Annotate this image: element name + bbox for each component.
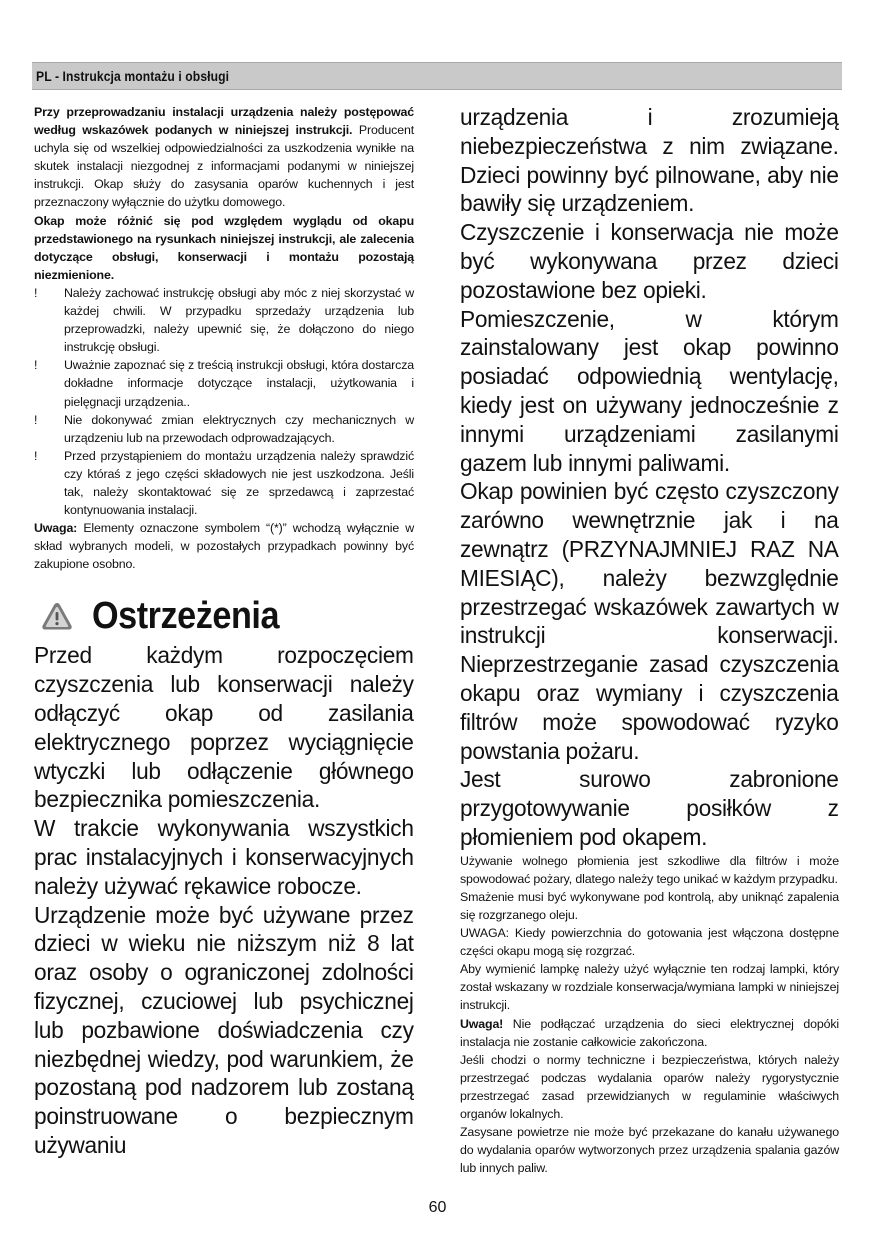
- uwaga-label: Uwaga:: [34, 521, 78, 536]
- warning-triangle-icon: [40, 600, 74, 632]
- page-number: 60: [428, 1199, 447, 1216]
- warning-item: [34, 284, 414, 356]
- warning-text: Przed przystąpieniem do montażu urządzenia należy sprawdzić czy któraś z jego części składowych nie jest uszkodzona. Jeśli tak, należy skontaktować się ze sprzedawcą i zaprzestać kontynuowania instalacji.: [64, 448, 414, 518]
- small-paragraph: Zasysane powietrze nie może być przekazane do kanału używanego do wydalania oparów wytworzonych przez urządzenia spalania gazów lub innych paliw.: [460, 1125, 839, 1176]
- warning-list: [34, 284, 414, 519]
- uwaga-label: Uwaga!: [460, 1016, 504, 1031]
- large-paragraph: Okap powinien być często czyszczony zarówno wewnętrznie jak i na zewnątrz (PRZYNAJMNIEJ RAZ NA MIESIĄC), należy bezwzględnie przestrzegać wskazówek zawartych w instrukcji konserwacji. Nieprzestrzeganie zasad czyszczenia okapu oraz wymiany i czyszczenia filtrów może spowodować ryzyko powstania pożaru.: [460, 478, 839, 764]
- exclamation-mark: !: [34, 358, 38, 373]
- uwaga-text: Elementy oznaczone symbolem “(*)” wchodzą wyłącznie w skład wybranych modeli, w pozostałych przypadkach powinny być zakupione osobno.: [34, 521, 414, 572]
- large-paragraph: Czyszczenie i konserwacja nie może być wykonywana przez dzieci pozostawione bez opieki.: [460, 219, 839, 303]
- warning-item: [34, 447, 414, 519]
- large-paragraph: Przed każdym rozpoczęciem czyszczenia lub konserwacji należy odłączyć okap od zasilania elektrycznego poprzez wyciągnięcie wtyczki lub odłączenie głównego bezpiecznika pomieszczenia.: [34, 642, 414, 813]
- intro-rest: Producent uchyla się od wszelkiej odpowiedzialności za uszkodzenia wynikłe na skutek instalacji niezgodnej z informacjami podanymi w niniejszej instrukcji. Okap służy do zasysania oparów kuchennych i jest przeznaczony wyłącznie do użytku domowego.: [34, 123, 414, 210]
- small-paragraph: Aby wymienić lampkę należy użyć wyłącznie ten rodzaj lampki, który został wskazany w rozdziale konserwacja/wymiana lampki w niniejszej instrukcji.: [460, 962, 839, 1013]
- warnings-heading: [34, 593, 414, 639]
- small-paragraph: UWAGA: Kiedy powierzchnia do gotowania jest włączona dostępne części okapu mogą się rozgrzać.: [460, 926, 839, 959]
- uwaga-connection-note: [460, 1015, 839, 1051]
- large-paragraph: W trakcie wykonywania wszystkich prac instalacyjnych i konserwacyjnych należy używać rękawice robocze.: [34, 815, 414, 899]
- warning-text: Należy zachować instrukcję obsługi aby móc z niej skorzystać w każdej chwili. W przypadku sprzedaży urządzenia lub przeprowadzki, należy upewnić się, że dołączono do niego instrukcję obsługi.: [64, 285, 414, 355]
- warning-item: [34, 356, 414, 410]
- left-column: [34, 103, 414, 1160]
- intro-bold-lead: Przy przeprowadzaniu instalacji urządzenia należy postępować według wskazówek podanych w niniejszej instrukcji.: [34, 105, 414, 138]
- large-paragraph: Urządzenie może być używane przez dzieci w wieku nie niższym niż 8 lat oraz osoby o ograniczonej zdolności fizycznej, czuciowej lub psychicznej lub pozbawione doświadczenia czy niezbędnej wiedzy, pod warunkiem, że pozostaną pod nadzorem lub zostaną poinstruowane o bezpiecznym używaniu: [34, 901, 414, 1158]
- small-paragraph: Smażenie musi być wykonywane pod kontrolą, aby uniknąć zapalenia się rozgrzanego oleju.: [460, 889, 839, 922]
- exclamation-mark: !: [34, 448, 38, 463]
- section-header-title: PL - Instrukcja montażu i obsługi: [36, 68, 230, 84]
- warnings-heading-text: Ostrzeżenia: [92, 594, 280, 637]
- intro-paragraph: [34, 103, 414, 212]
- exclamation-mark: !: [34, 285, 38, 300]
- warning-text: Uważnie zapoznać się z treścią instrukcji obsługi, która dostarcza dokładne informacje dotyczące instalacji, użytkowania i pielęgnacji urządzenia..: [64, 358, 414, 409]
- appearance-note: Okap może różnić się pod względem wyglądu od okapu przedstawionego na rysunkach niniejszej instrukcji, ale zalecenia dotyczące obsługi, konserwacji i montażu pozostają niezmienione.: [34, 213, 414, 282]
- uwaga-text: Nie podłączać urządzenia do sieci elektrycznej dopóki instalacja nie zostanie całkowicie zakończona.: [460, 1016, 839, 1049]
- warning-text: Nie dokonywać zmian elektrycznych czy mechanicznych w urządzeniu lub na przewodach odprowadzających.: [64, 412, 414, 445]
- small-paragraph: Jeśli chodzi o normy techniczne i bezpieczeństwa, których należy przestrzegać podczas wydalania oparów należy rygorystycznie przestrzegać zasad przewidzianych w regulaminie właściwych organów lokalnych.: [460, 1052, 839, 1122]
- uwaga-note: [34, 519, 414, 573]
- section-header-bar: [32, 62, 842, 90]
- right-column: [460, 103, 839, 1177]
- small-paragraph: Używanie wolnego płomienia jest szkodliwe dla filtrów i może spowodować pożary, dlatego należy tego unikać w każdym przypadku.: [460, 853, 839, 886]
- large-paragraph: urządzenia i zrozumieją niebezpieczeństwa z nim związane. Dzieci powinny być pilnowane, aby nie bawiły się urządzeniem.: [460, 104, 839, 217]
- warning-item: [34, 411, 414, 447]
- large-paragraph: Pomieszczenie, w którym zainstalowany jest okap powinno posiadać odpowiednią wentylację, kiedy jest on używany jednocześnie z innymi urządzeniami zasilanymi gazem lub innymi paliwami.: [460, 305, 839, 476]
- large-paragraph: Jest surowo zabronione przygotowywanie posiłków z płomieniem pod okapem.: [460, 766, 839, 850]
- exclamation-mark: !: [34, 412, 38, 427]
